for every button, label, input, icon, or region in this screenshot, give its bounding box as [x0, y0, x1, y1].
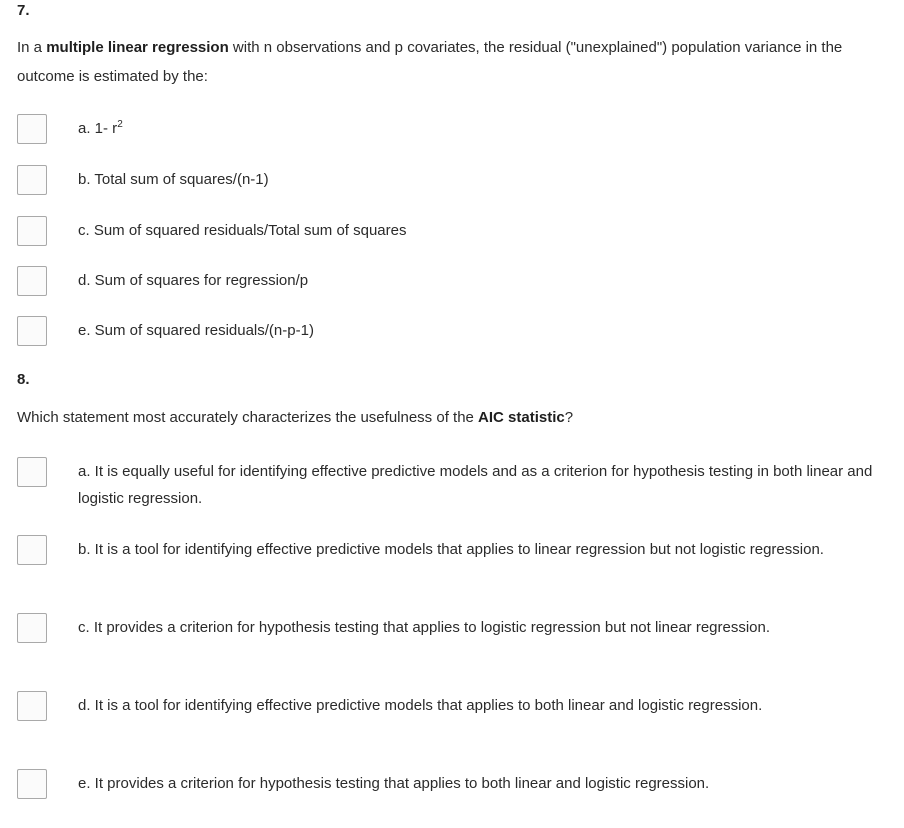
checkbox[interactable]	[17, 165, 47, 195]
question-8-stem	[17, 403, 887, 432]
question-8-stem-pre: Which statement most accurately characterizes the usefulness of the	[17, 409, 479, 426]
option-label: d. It is a tool for identifying effective predictive models that applies to both linear and logistic regression.	[78, 697, 763, 714]
checkbox[interactable]	[17, 769, 47, 799]
option-label: b. Total sum of squares/(n-1)	[78, 171, 269, 188]
question-8-number: 8.	[17, 371, 30, 388]
question-7-stem-bold: multiple linear regression	[46, 39, 229, 56]
question-7-stem-pre: In a	[17, 39, 47, 56]
checkbox[interactable]	[17, 266, 47, 296]
option-label: c. It provides a criterion for hypothesis testing that applies to logistic regression but not linear regression.	[78, 619, 771, 636]
option-label: a. It is equally useful for identifying effective predictive models and as a criterion for hypothesis testing in both linear and logistic regression.	[78, 463, 873, 507]
checkbox[interactable]	[17, 316, 47, 346]
question-8-stem-post: ?	[564, 409, 574, 426]
option-label: e. It provides a criterion for hypothesis testing that applies to both linear and logistic regression.	[78, 775, 710, 792]
question-7-number: 7.	[17, 2, 30, 19]
question-7-stem	[17, 33, 887, 91]
question-8-stem-bold: AIC statistic	[478, 409, 565, 426]
checkbox[interactable]	[17, 613, 47, 643]
question-7-stem-post: with n observations and p covariates, the residual ("unexplained") population variance in the outcome is estimated by the:	[17, 39, 843, 85]
option-label: c. Sum of squared residuals/Total sum of squares	[78, 222, 407, 239]
checkbox[interactable]	[17, 691, 47, 721]
option-label-text: a. 1- r	[78, 120, 118, 137]
checkbox[interactable]	[17, 114, 47, 144]
checkbox[interactable]	[17, 457, 47, 487]
option-label: d. Sum of squares for regression/p	[78, 272, 309, 289]
option-label-superscript: 2	[117, 119, 123, 130]
checkbox[interactable]	[17, 535, 47, 565]
option-label	[78, 115, 898, 142]
option-label: e. Sum of squared residuals/(n-p-1)	[78, 322, 314, 339]
checkbox[interactable]	[17, 216, 47, 246]
option-label: b. It is a tool for identifying effective predictive models that applies to linear regression but not logistic regression.	[78, 541, 824, 558]
